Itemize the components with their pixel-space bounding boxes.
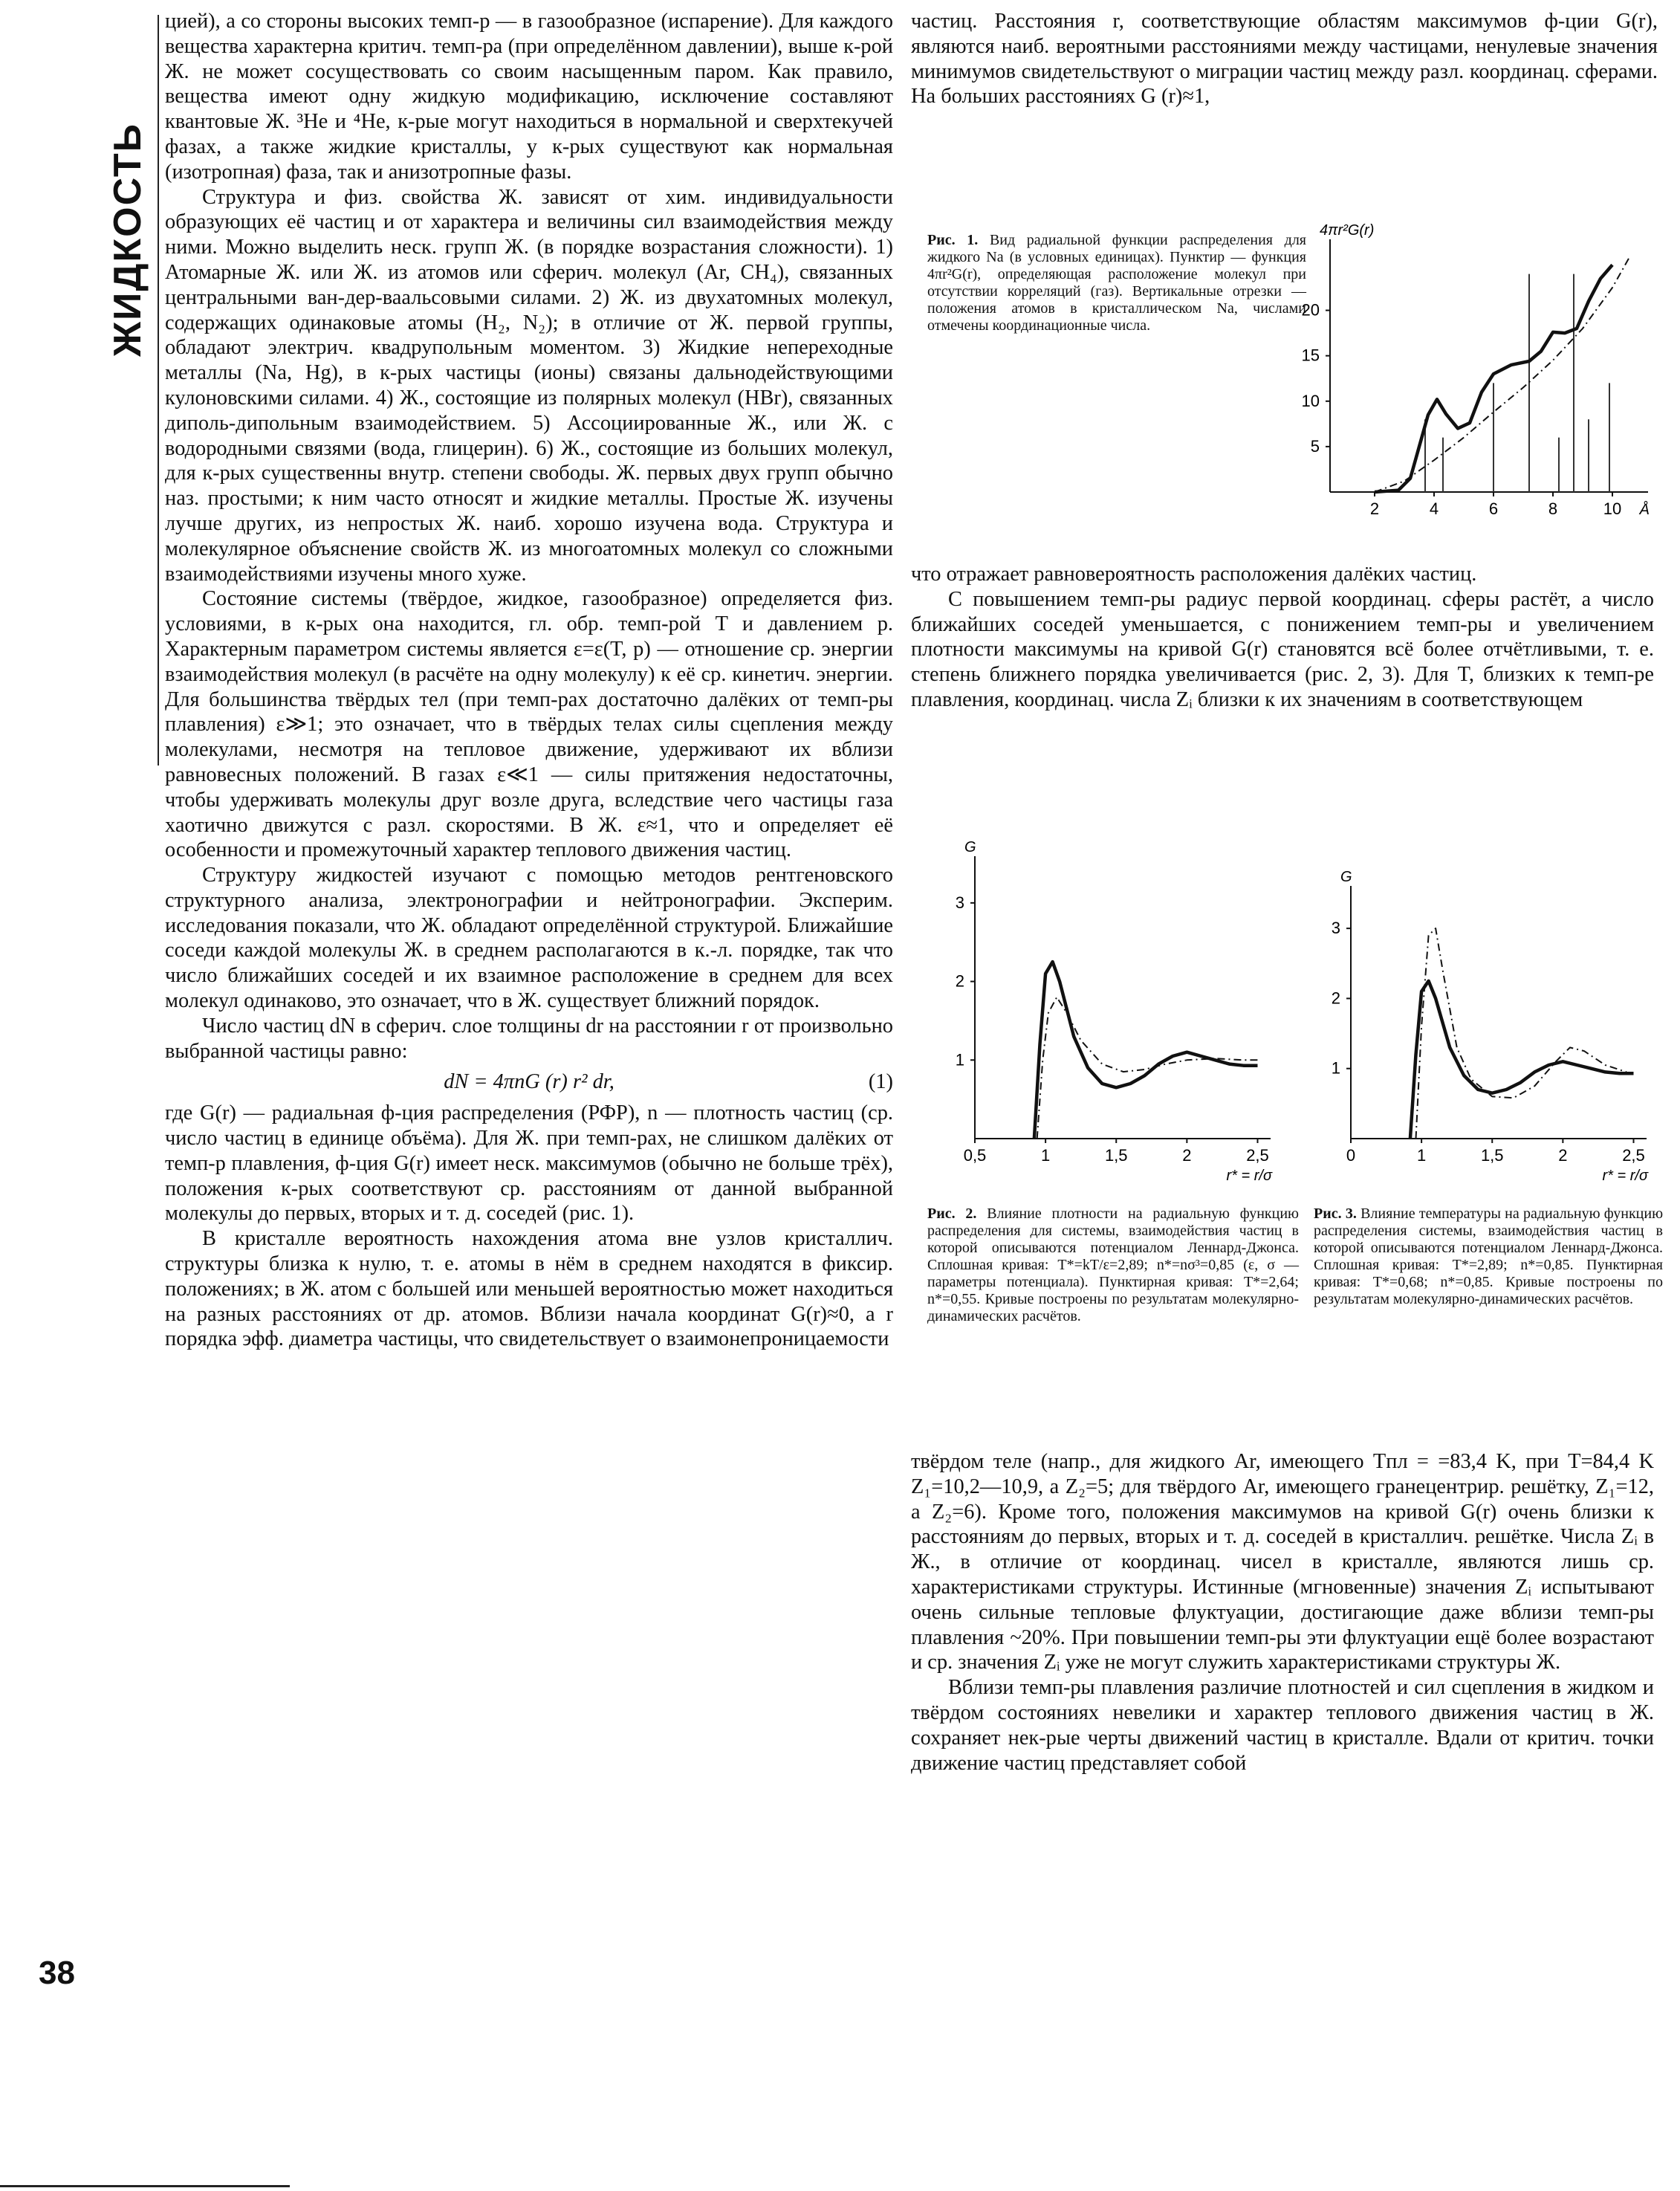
x-tick-label: 2 bbox=[1558, 1146, 1568, 1165]
x-tick-label: 6 bbox=[1488, 499, 1499, 518]
paragraph: твёрдом теле (напр., для жидкого Ar, имеющего Tпл = =83,4 K, при T=84,4 K Z₁=10,2—10,9, а Z₂=5; для твёрдого Ar, имеющего гранецентрир. решётку, Z₁=12, а Z₂=6). Кроме того, положения максимумов на кривой G(r) очень близки к расстояниям до первых, вторых и т. д. соседей в кристаллич. решётке. Числа Zᵢ в Ж., в отличие от координац. чисел в кристалле, являются лишь ср. характеристиками структуры. Истинные (мгновенные) значения Zᵢ испытывают очень сильные тепловые флуктуации, достигающие даже вблизи темп-ры плавления ~20%. При повышении темп-ры эти флуктуации ещё более возрастают и ср. значения Zᵢ уже не могут служить характеристиками структуры Ж. bbox=[911, 1450, 1654, 1674]
margin-rule bbox=[158, 15, 159, 766]
caption-label: Рис. 1. bbox=[927, 232, 979, 248]
paragraph: Структуру жидкостей изучают с помощью методов рентгеновского структурного анализа, электронографии и нейтронографии. Эксперим. исследования показали, что Ж. обладают определённой структурой. Ближайшие соседи каждой молекулы Ж. в среднем располагаются в к.-л. порядке, так что число ближайших соседей и их взаимное расположение в среднем для всех молекул одинаково, это означает, что в Ж. существует ближний порядок. bbox=[165, 864, 893, 1013]
figure-3-chart bbox=[1314, 871, 1663, 1198]
right-column-bottom bbox=[911, 1449, 1654, 1776]
series-line-dashed bbox=[1375, 256, 1630, 492]
page-number: 38 bbox=[39, 1955, 75, 1991]
y-tick-label: 2 bbox=[955, 971, 964, 991]
x-tick-label: 0,5 bbox=[963, 1146, 987, 1165]
caption-text: Влияние температуры на радиальную функцию распределения системы, взаимодействия частиц в которой описываются потенциалом Леннард-Джонса. Сплошная кривая: T*=2,89; n*=0,85. Пунктирная кривая: T*=0,68; n*=0,85. Кривые построены по результатам молекулярно-динамических расчётов. bbox=[1314, 1205, 1664, 1307]
y-tick-label: 1 bbox=[955, 1050, 964, 1069]
paragraph: что отражает равновероятность расположения далёких частиц. bbox=[911, 563, 1477, 586]
y-tick-label: 20 bbox=[1301, 300, 1320, 320]
paragraph: Вблизи темп-ры плавления различие плотностей и сил сцепления в жидком и твёрдом состояниях невелики и характер теплового движения частиц в Ж. сохраняет нек-рые черты движений частиц в кристалле. Вдали от критич. точки движение частиц представляет собой bbox=[911, 1676, 1654, 1775]
formula-text: dN = 4πnG (r) r² dr, bbox=[444, 1070, 614, 1094]
y-tick-label: 15 bbox=[1301, 346, 1320, 365]
x-axis-label: r* = r/σ bbox=[1602, 1168, 1648, 1184]
right-column-top bbox=[911, 9, 1658, 109]
series-line-dashed bbox=[1037, 997, 1258, 1139]
x-tick-label: 1,5 bbox=[1104, 1146, 1128, 1165]
x-tick-label: 1 bbox=[1040, 1146, 1051, 1165]
paragraph: Число частиц dN в сферич. слое толщины dr на расстоянии r от произвольно выбранной частицы равно: bbox=[165, 1014, 893, 1063]
y-tick-label: 3 bbox=[955, 893, 964, 912]
x-axis-label: r* = r/σ bbox=[1226, 1168, 1272, 1184]
y-tick-label: 3 bbox=[1331, 919, 1340, 938]
x-tick-label: 1 bbox=[1416, 1146, 1427, 1165]
paragraph: Структура и физ. свойства Ж. зависят от хим. индивидуальности образующих её частиц и от характера и величины сил взаимодействия между ними. Можно выделить неск. групп Ж. (в порядке возрастания сложности). 1) Атомарные Ж. или Ж. из атомов или сферич. молекул (Ar, CH₄), связанных центральными ван-дер-ваальсовыми силами. 2) Ж. из двухатомных молекул, содержащих одинаковые атомы (H₂, N₂); в отличие от Ж. первой группы, обладают электрич. квадрупольным моментом. 3) Жидкие непереходные металлы (Na, Hg), в к-рых частицы (ионы) связаны дальнодействующими кулоновскими силами. 4) Ж., состоящие из полярных молекул (HBr), связанных диполь-дипольным взаимодействием. 5) Ассоциированные Ж., или Ж. с водородными связями (вода, глицерин). 6) Ж., состоящие из больших молекул, для к-рых существенны внутр. степени свободы. Ж. первых двух групп обычно наз. простыми; к ним часто относят и жидкие металлы. Простые Ж. изучены лучше других, из непростых Ж. наиб. хорошо изучена вода. Структура и молекулярное объяснение свойств Ж. из многоатомных молекул со сложными взаимодействиями изучены много хуже. bbox=[165, 185, 893, 586]
formula-1 bbox=[165, 1069, 893, 1095]
x-tick-label: 10 bbox=[1603, 499, 1622, 518]
caption-label: Рис. 2. bbox=[927, 1205, 977, 1222]
caption-text: Вид радиальной функции распределения для жидкого Na (в условных единицах). Пунктир — функция 4πr²G(r), определяющая расположение молекул при отсутствии корреляций (газ). Вертикальные отрезки — положения атомов в кристаллическом Na, числами отмечены координационные числа. bbox=[927, 232, 1307, 334]
y-tick-label: 1 bbox=[1331, 1058, 1340, 1078]
figure-3-caption bbox=[1314, 1205, 1663, 1308]
figure-2-caption bbox=[927, 1205, 1299, 1325]
x-tick-label: 1,5 bbox=[1480, 1146, 1504, 1165]
paragraph: С повышением темп-ры радиус первой координац. сферы растёт, а число ближайших соседей уменьшается, с понижением темп-ры и увеличением плотности максимумы на кривой G(r) становятся всё более отчётливыми, т. е. степень ближнего порядка увеличивается (рис. 2, 3). Для T, близких к темп-ре плавления, координац. числа Zᵢ близки к их значениям в соответствующем bbox=[911, 587, 1654, 711]
series-line-solid bbox=[1410, 981, 1634, 1139]
paragraph: Состояние системы (твёрдое, жидкое, газообразное) определяется физ. условиями, в к-рых она находится, гл. обр. темп-рой T и давлением p. Характерным параметром системы является ε=ε(T, p) — отношение ср. энергии взаимодействия молекул (в расчёте на одну молекулу) к её ср. кинетич. энергии. Для большинства твёрдых тел (при темп-рах достаточно далёких от темп-ры плавления) ε≫1; это означает, что в твёрдых телах силы сцепления между молекулами, несмотря на тепловое движение, удерживают их вблизи равновесных положений. В газах ε≪1 — силы притяжения недостаточны, чтобы удерживать молекулы друг возле друга, вследствие чего частицы газа хаотично движутся с разл. скоростями. В Ж. ε≈1, что и определяет её особенности и промежуточный характер теплового движения частиц. bbox=[165, 587, 893, 862]
y-axis-label: G bbox=[1340, 869, 1352, 885]
caption-label: Рис. 3. bbox=[1314, 1205, 1357, 1222]
section-title: ЖИДКОСТЬ bbox=[106, 123, 149, 357]
x-tick-label: 0 bbox=[1346, 1146, 1356, 1165]
x-tick-label: 8 bbox=[1548, 499, 1558, 518]
figure-1-chart bbox=[1301, 210, 1672, 537]
paragraph: где G(r) — радиальная ф-ция распределения (РФР), n — плотность частиц (ср. число частиц в единице объёма). Для Ж. при темп-рах, не слишком далёких от темп-р плавления, ф-ция G(r) имеет неск. максимумов (обычно не больше трёх), положения к-рых соответствуют ср. расстояниям от данной выбранной молекулы до первых, вторых и т. д. соседей (рис. 1). bbox=[165, 1101, 893, 1226]
y-tick-label: 2 bbox=[1331, 988, 1340, 1008]
footer-rule bbox=[0, 2185, 290, 2187]
paragraph: В кристалле вероятность нахождения атома вне узлов кристаллич. структуры близка к нулю, т. е. атомы в нём в среднем находятся в фиксир. положениях; в Ж. атом с большей или меньшей вероятностью может находиться на разных расстояниях от др. атомов. Вблизи начала координат G(r)≈0, а r порядка эфф. диаметра частицы, что свидетельствует о взаимонепроницаемости bbox=[165, 1227, 893, 1351]
y-tick-label: 10 bbox=[1301, 391, 1320, 410]
series-line-solid bbox=[1034, 962, 1258, 1139]
x-axis-label: Å bbox=[1639, 502, 1650, 518]
caption-text: Влияние плотности на радиальную функцию распределения для системы, взаимодействия частиц в которой описываются потенциалом Леннард-Джонса. Сплошная кривая: T*=kT/ε=2,89; n*=nσ³=0,85 (ε, σ — параметры потенциала). Пунктирная кривая: T*=2,64; n*=0,55. Кривые построены по результатам молекулярно-динамических расчётов. bbox=[927, 1205, 1299, 1324]
paragraph: цией), а со стороны высоких темп-р — в газообразное (испарение). Для каждого вещества характерна критич. темп-ра (при определённом давлении), выше к-рой Ж. не может сосуществовать со своим насыщенным паром. Как правило, вещества имеют одну жидкую модификацию, исключение составляют квантовые Ж. ³He и ⁴He, к-рые могут находиться в нормальной и сверхтекучей фазах, а также жидкие кристаллы, у к-рых существуют как нормальная (изотропная) фаза, так и анизотропные фазы. bbox=[165, 10, 893, 184]
x-tick-label: 4 bbox=[1429, 499, 1439, 518]
left-column bbox=[165, 9, 893, 1352]
paragraph: частиц. Расстояния r, соответствующие областям максимумов ф-ции G(r), являются наиб. вероятными расстояниями между частицами, ненулевые значения минимумов свидетельствуют о миграции частиц между разл. координац. сферами. На больших расстояниях G (r)≈1, bbox=[911, 10, 1658, 109]
y-axis-label: G bbox=[964, 839, 976, 855]
x-tick-label: 2 bbox=[1369, 499, 1380, 518]
right-column-mid bbox=[911, 562, 1654, 713]
x-tick-label: 2 bbox=[1182, 1146, 1192, 1165]
figure-2-chart bbox=[938, 812, 1287, 1198]
formula-number: (1) bbox=[868, 1070, 893, 1094]
y-axis-label: 4πr²G(r) bbox=[1320, 222, 1375, 239]
figure-1-caption bbox=[927, 232, 1306, 334]
x-tick-label: 2,5 bbox=[1622, 1146, 1645, 1165]
x-tick-label: 2,5 bbox=[1246, 1146, 1269, 1165]
y-tick-label: 5 bbox=[1310, 436, 1320, 456]
